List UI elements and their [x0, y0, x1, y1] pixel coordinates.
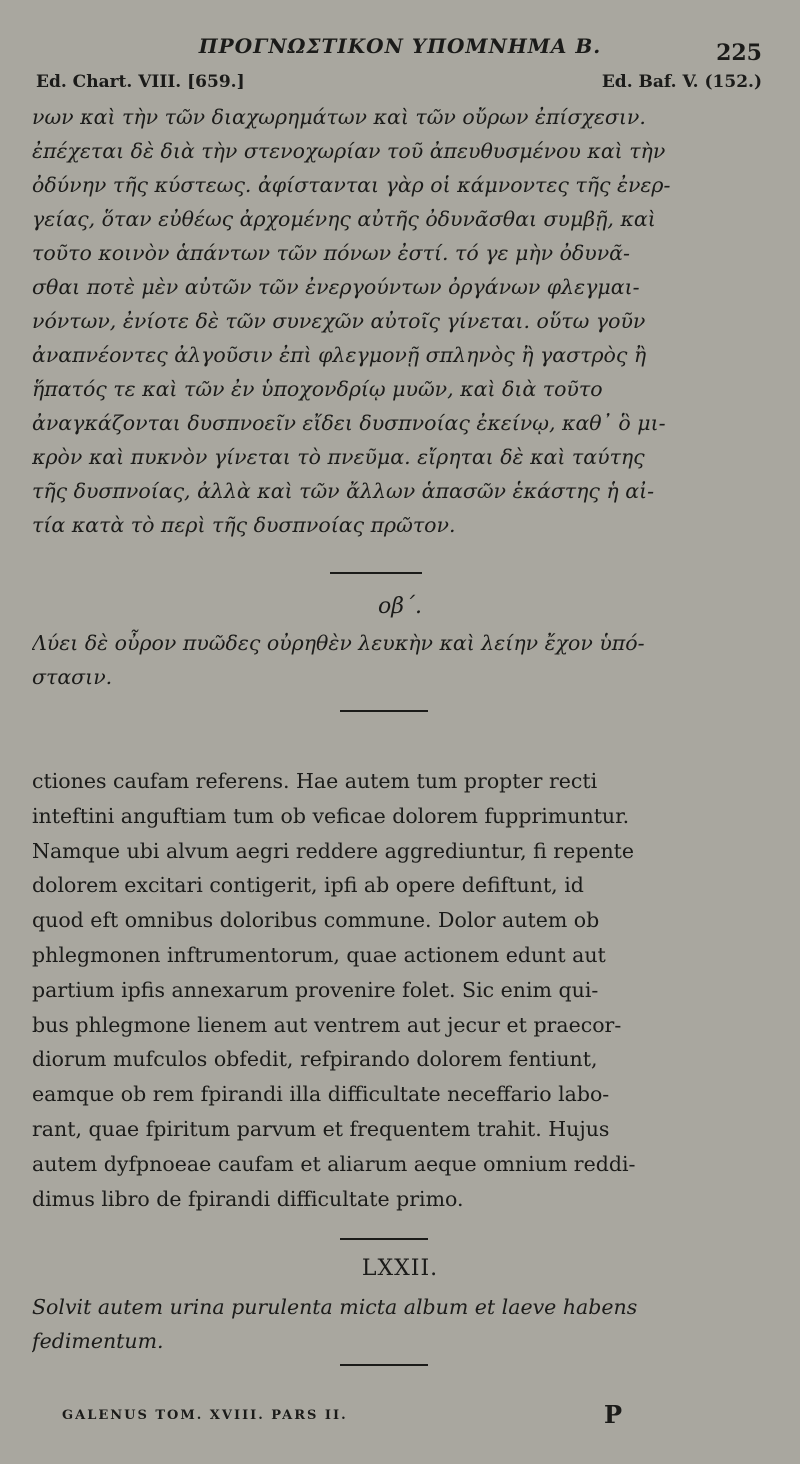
divider-rule	[340, 1238, 428, 1240]
greek-line: ἀναγκάζονται δυσπνοεῖν εἴδει δυσπνοίας ἐκείνῳ, καθ᾽ ὃ μι-	[32, 411, 666, 435]
greek-line: σθαι ποτὲ μὲν αὐτῶν τῶν ἐνεργούντων ὀργάνων φλεγμαι-	[32, 275, 640, 299]
greek-line: ἀναπνέοντες ἀλγοῦσιν ἐπὶ φλεγμονῇ σπληνὸς ἢ γαστρὸς ἢ	[32, 343, 647, 367]
printer-signature: GALENUS TOM. XVIII. PARS II.	[62, 1408, 348, 1423]
latin-line: rant, quae fpiritum parvum et frequentem trahit. Hujus	[32, 1116, 610, 1141]
greek-line: ἥπατός τε καὶ τῶν ἐν ὑποχονδρίῳ μυῶν, καὶ διὰ τοῦτο	[32, 377, 603, 401]
latin-line: ctiones caufam referens. Hae autem tum propter recti	[32, 769, 598, 793]
latin-aphorism-line: fedimentum.	[32, 1329, 164, 1353]
latin-aphorism	[32, 1290, 768, 1358]
signature-mark: P	[604, 1400, 623, 1429]
latin-line: Namque ubi alvum aegri reddere aggrediuntur, fi repente	[32, 838, 635, 863]
greek-aphorism-line: στασιν.	[32, 665, 113, 689]
greek-line: γείας, ὅταν εὐθέως ἀρχομένης αὐτῆς ὀδυνᾶσθαι συμβῇ, καὶ	[32, 207, 656, 231]
greek-line: νων καὶ τὴν τῶν διαχωρημάτων καὶ τῶν οὔρων ἐπίσχεσιν.	[32, 105, 646, 129]
page-number: 225	[716, 40, 762, 66]
greek-line: τῆς δυσπνοίας, ἀλλὰ καὶ τῶν ἄλλων ἁπασῶν ἑκάστης ἡ αἰ-	[32, 479, 655, 503]
divider-rule	[340, 1364, 428, 1366]
greek-line: ὀδύνην τῆς κύστεως. ἀφίστανται γὰρ οἱ κάμνοντες τῆς ἐνερ-	[32, 173, 671, 197]
greek-commentary	[32, 100, 768, 542]
latin-section-number: LXXII.	[361, 1256, 439, 1281]
edition-chart-reference: Ed. Chart. VIII. [659.]	[36, 72, 245, 92]
edition-basel-reference: Ed. Baf. V. (152.)	[601, 72, 762, 92]
greek-aphorism	[32, 626, 768, 694]
greek-line: νόντων, ἐνίοτε δὲ τῶν συνεχῶν αὐτοῖς γίνεται. οὕτω γοῦν	[32, 309, 646, 333]
latin-line: diorum mufculos obfedit, refpirando dolorem fentiunt,	[32, 1047, 598, 1072]
latin-commentary	[32, 764, 768, 1216]
latin-line: autem dyfpnoeae caufam et aliarum aeque omnium reddi-	[32, 1151, 636, 1176]
latin-line: dolorem excitari contigerit, ipfi ab opere defiftunt, id	[32, 873, 584, 898]
latin-aphorism-line: Solvit autem urina purulenta micta album et laeve habens	[32, 1295, 638, 1319]
latin-line: eamque ob rem fpirandi illa difficultate neceffario labo-	[32, 1082, 610, 1107]
edition-line	[36, 72, 762, 92]
greek-aphorism-line: Λύει δὲ οὖρον πυῶδες οὐρηθὲν λευκὴν καὶ λείην ἔχον ὑπό-	[32, 631, 645, 655]
greek-line: τία κατὰ τὸ περὶ τῆς δυσπνοίας πρῶτον.	[32, 513, 456, 537]
latin-line: quod eft omnibus doloribus commune. Dolor autem ob	[32, 908, 600, 933]
latin-line: inteftini anguftiam tum ob veficae dolorem fupprimuntur.	[32, 803, 630, 828]
latin-line: partium ipfis annexarum provenire folet. Sic enim qui-	[32, 977, 599, 1002]
divider-rule	[340, 710, 428, 712]
latin-line: bus phlegmone lienem aut ventrem aut jecur et praecor-	[32, 1012, 622, 1037]
greek-line: ἐπέχεται δὲ διὰ τὴν στενοχωρίαν τοῦ ἀπευθυσμένου καὶ τὴν	[32, 139, 666, 163]
running-head: ΠΡΟΓΝΩΣΤΙΚΟΝ ΥΠΟΜΝΗΜΑ Β.	[198, 34, 602, 58]
latin-line: dimus libro de fpirandi difficultate primo.	[32, 1186, 464, 1211]
latin-line: phlegmonen inftrumentorum, quae actionem edunt aut	[32, 942, 606, 967]
divider-rule	[330, 572, 422, 574]
greek-section-number: οβ΄.	[378, 594, 422, 619]
greek-line: κρὸν καὶ πυκνὸν γίνεται τὸ πνεῦμα. εἴρηται δὲ καὶ ταύτης	[32, 445, 645, 469]
greek-line: τοῦτο κοινὸν ἁπάντων τῶν πόνων ἐστί. τό γε μὴν ὀδυνᾶ-	[32, 241, 630, 265]
